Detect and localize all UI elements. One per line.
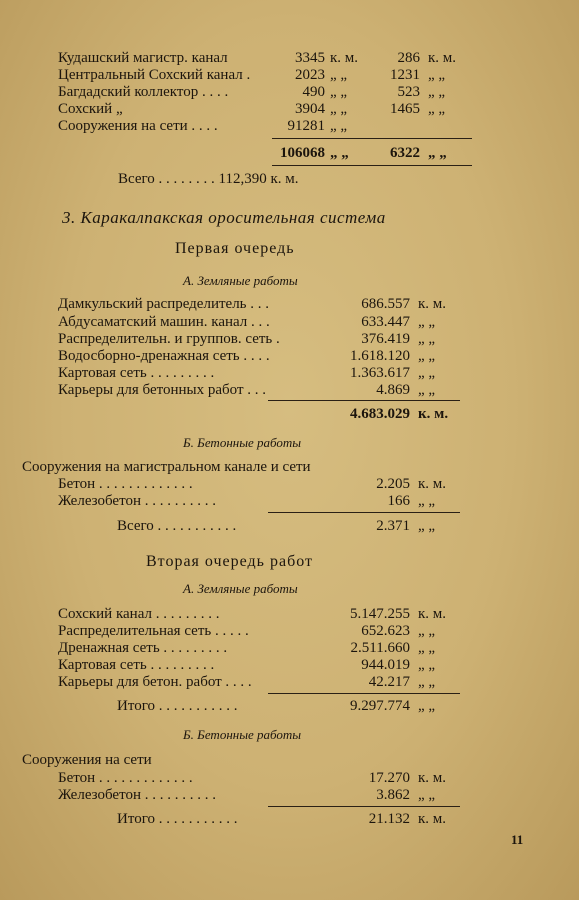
total-unit: к. м. [418, 406, 449, 422]
row-unit-2: „ „ [428, 101, 446, 117]
row-value: 686.557 [361, 296, 410, 312]
subtotal-value-1: 106068 [280, 145, 325, 161]
total-rule [268, 806, 460, 807]
first-concrete-title: Б. Бетонные работы [183, 435, 302, 450]
total-rule [268, 400, 460, 401]
page-number: 11 [511, 832, 524, 847]
row-label: Абдусаматский машин. канал . . . [58, 314, 270, 330]
row-label: Сохский канал . . . . . . . . . [58, 606, 220, 622]
row-unit: „ „ [418, 787, 436, 803]
total-label: Итого . . . . . . . . . . . [117, 698, 238, 714]
row-value: 166 [387, 493, 410, 509]
total-rule [268, 693, 460, 694]
row-value: 17.270 [368, 770, 410, 786]
row-value: 2.205 [376, 476, 410, 492]
row-label: Дамкульский распределитель . . . [58, 296, 270, 312]
row-unit: к. м. [418, 606, 447, 622]
row-unit: „ „ [418, 674, 436, 690]
row-unit: „ „ [418, 348, 436, 364]
row-label: Бетон . . . . . . . . . . . . . [58, 770, 193, 786]
row-label: Распределительн. и группов. сеть . [58, 331, 280, 347]
total-unit: „ „ [418, 698, 436, 714]
row-label: Картовая сеть . . . . . . . . . [58, 657, 215, 673]
row-label: Картовая сеть . . . . . . . . . [58, 365, 215, 381]
total-rule [268, 512, 460, 513]
row-value: 652.623 [361, 623, 410, 639]
total-rule [272, 165, 472, 166]
row-label: Кудашский магистр. канал [58, 50, 228, 66]
row-unit: „ „ [418, 314, 436, 330]
row-unit-1: к. м. [330, 50, 359, 66]
section3-title: 3. Каракалпакская оросительная система [62, 208, 386, 227]
row-unit: „ „ [418, 623, 436, 639]
second-earthworks-title: А. Земляные работы [183, 581, 298, 596]
row-value-1: 2023 [295, 67, 325, 83]
row-value-2: 286 [397, 50, 420, 66]
row-value-2: 1231 [390, 67, 420, 83]
row-label: Железобетон . . . . . . . . . . [58, 787, 216, 803]
row-value: 4.869 [376, 382, 410, 398]
row-label: Железобетон . . . . . . . . . . [58, 493, 216, 509]
row-unit: к. м. [418, 770, 447, 786]
subtotal-unit-1: „ „ [330, 145, 349, 161]
row-unit-1: „ „ [330, 84, 348, 100]
row-value-1: 3345 [295, 50, 325, 66]
row-label: Центральный Сохский канал . [58, 67, 251, 83]
row-value-1: 490 [302, 84, 325, 100]
second-concrete-title: Б. Бетонные работы [183, 727, 302, 742]
total-label: Итого . . . . . . . . . . . [117, 811, 238, 827]
row-unit-2: „ „ [428, 84, 446, 100]
row-label: Карьеры для бетон. работ . . . . [58, 674, 252, 690]
section1-total [118, 171, 299, 188]
first-earthworks-title: А. Земляные работы [183, 273, 298, 288]
row-value-2: 523 [397, 84, 420, 100]
row-value-1: 3904 [295, 101, 325, 117]
subtotal-rule [272, 138, 472, 139]
row-unit-1: „ „ [330, 101, 348, 117]
row-unit: к. м. [418, 476, 447, 492]
total-label: Всего . . . . . . . . [118, 171, 215, 187]
row-unit-2: „ „ [428, 67, 446, 83]
total-unit: к. м. [418, 811, 447, 827]
row-label: Бетон . . . . . . . . . . . . . [58, 476, 193, 492]
subtotal-value-2: 6322 [390, 145, 420, 161]
row-label: Водосборно-дренажная сеть . . . . [58, 348, 270, 364]
row-unit: „ „ [418, 657, 436, 673]
first-concrete-group: Сооружения на магистральном канале и сети [22, 459, 311, 475]
row-label: Сооружения на сети . . . . [58, 118, 218, 134]
row-unit-1: „ „ [330, 67, 348, 83]
row-value: 2.511.660 [350, 640, 410, 656]
row-value: 5.147.255 [350, 606, 410, 622]
total-label: Всего . . . . . . . . . . . [117, 518, 237, 534]
row-unit-2: к. м. [428, 50, 457, 66]
second-concrete-group: Сооружения на сети [22, 752, 152, 768]
row-unit: „ „ [418, 493, 436, 509]
row-label: Багдадский коллектор . . . . [58, 84, 229, 100]
total-value: 112,390 к. м. [218, 171, 299, 187]
row-value: 1.363.617 [350, 365, 410, 381]
row-unit: к. м. [418, 296, 447, 312]
row-unit-1: „ „ [330, 118, 348, 134]
row-value-2: 1465 [390, 101, 420, 117]
total-value: 2.371 [376, 518, 410, 534]
row-unit: „ „ [418, 640, 436, 656]
subtotal-unit-2: „ „ [428, 145, 447, 161]
row-label: Распределительная сеть . . . . . [58, 623, 249, 639]
total-value: 9.297.774 [350, 698, 410, 714]
row-value-1: 91281 [287, 118, 325, 134]
first-queue-title: Первая очередь [175, 240, 295, 257]
row-unit: „ „ [418, 331, 436, 347]
row-value: 1.618.120 [350, 348, 410, 364]
total-value: 21.132 [368, 811, 410, 827]
row-value: 944.019 [361, 657, 410, 673]
second-queue-title: Вторая очередь работ [146, 553, 313, 570]
row-unit: „ „ [418, 382, 436, 398]
row-label: Сохский „ [58, 101, 123, 117]
row-label: Карьеры для бетонных работ . . . [58, 382, 267, 398]
row-value: 42.217 [368, 674, 410, 690]
row-value: 633.447 [361, 314, 410, 330]
total-unit: „ „ [418, 518, 436, 534]
row-value: 3.862 [376, 787, 410, 803]
row-value: 376.419 [361, 331, 410, 347]
total-value: 4.683.029 [350, 406, 410, 422]
row-label: Дренажная сеть . . . . . . . . . [58, 640, 228, 656]
row-unit: „ „ [418, 365, 436, 381]
